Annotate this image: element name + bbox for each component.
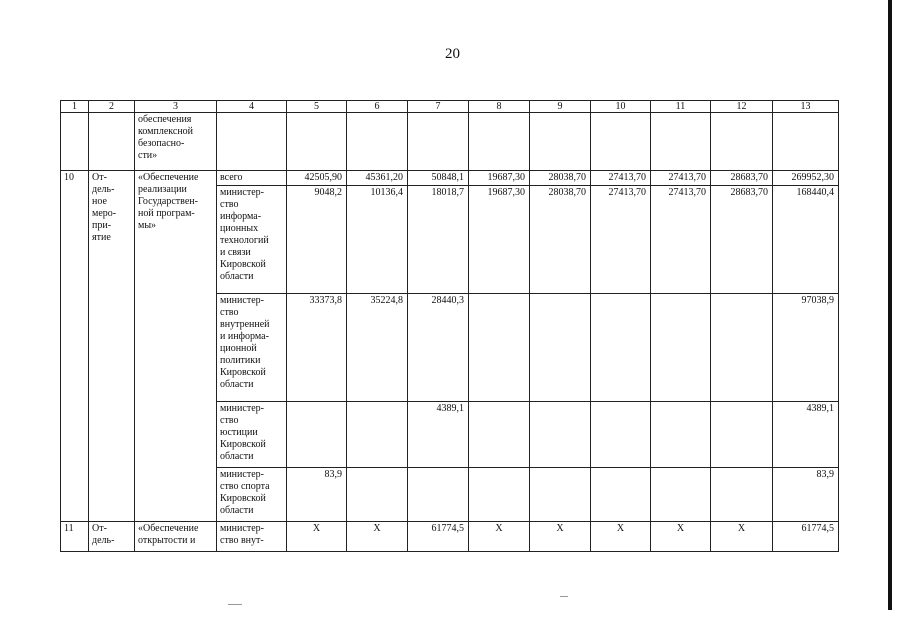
amount-cell — [591, 294, 651, 402]
amount-cell — [711, 468, 773, 522]
amount-cell — [469, 294, 530, 402]
amount-cell: 4389,1 — [773, 402, 839, 468]
continuation-name: обеспечения комплексной безопасно- сти» — [138, 114, 194, 161]
amount-cell — [651, 294, 711, 402]
amount-cell: 4389,1 — [408, 402, 469, 468]
amount-cell: 28038,70 — [530, 171, 591, 186]
amount-cell: 18018,7 — [408, 186, 469, 294]
amount-cell — [711, 294, 773, 402]
amount-cell — [530, 294, 591, 402]
amount-cell: X — [591, 522, 651, 552]
page-number: 20 — [445, 46, 460, 62]
column-number: 7 — [408, 101, 469, 113]
amount-cell: X — [711, 522, 773, 552]
amount-cell: 61774,5 — [773, 522, 839, 552]
amount-cell: 9048,2 — [287, 186, 347, 294]
amount-cell: 28440,3 — [408, 294, 469, 402]
scan-mark — [228, 604, 242, 605]
amount-cell: 27413,70 — [591, 186, 651, 294]
activity-type: От- дель- — [92, 523, 115, 546]
executor: министер- ство внутренней и информа- ционной политики Кировской области — [220, 295, 270, 390]
amount-cell: 269952,30 — [773, 171, 839, 186]
amount-cell — [591, 468, 651, 522]
table-row — [61, 171, 839, 186]
amount-cell — [530, 402, 591, 468]
amount-cell: 42505,90 — [287, 171, 347, 186]
amount-cell: 61774,5 — [408, 522, 469, 552]
column-number: 9 — [530, 101, 591, 113]
column-number: 13 — [773, 101, 839, 113]
amount-cell: X — [287, 522, 347, 552]
column-number: 4 — [217, 101, 287, 113]
amount-cell: 27413,70 — [591, 171, 651, 186]
amount-cell — [651, 468, 711, 522]
executor: министер- ство спорта Кировской области — [220, 469, 270, 516]
amount-cell — [347, 402, 408, 468]
executor: министер- ство внут- — [220, 523, 264, 546]
row-number: 11 — [64, 523, 74, 534]
column-number: 11 — [651, 101, 711, 113]
amount-cell: 27413,70 — [651, 171, 711, 186]
amount-cell: 50848,1 — [408, 171, 469, 186]
amount-cell: 168440,4 — [773, 186, 839, 294]
report-table — [60, 100, 839, 552]
amount-cell: 10136,4 — [347, 186, 408, 294]
amount-cell — [469, 402, 530, 468]
amount-cell: 27413,70 — [651, 186, 711, 294]
activity-name: «Обеспечение открытости и — [138, 523, 199, 546]
amount-cell: 19687,30 — [469, 186, 530, 294]
activity-type: От- дель- ное меро- при- ятие — [92, 172, 117, 243]
amount-cell — [408, 468, 469, 522]
table-row — [61, 522, 839, 552]
column-number: 2 — [89, 101, 135, 113]
amount-cell: 83,9 — [773, 468, 839, 522]
amount-cell — [711, 402, 773, 468]
scan-edge-rule — [888, 0, 892, 610]
executor: министер- ство информа- ционных технологий и связи Кировской области — [220, 187, 269, 282]
amount-cell: 28683,70 — [711, 171, 773, 186]
column-number: 3 — [135, 101, 217, 113]
executor: всего — [220, 172, 243, 183]
scan-mark — [560, 596, 568, 597]
activity-name: «Обеспечение реализации Государствен- ной програм- мы» — [138, 172, 199, 231]
column-number-row — [61, 101, 839, 113]
amount-cell: 45361,20 — [347, 171, 408, 186]
amount-cell — [347, 468, 408, 522]
amount-cell: X — [651, 522, 711, 552]
row-number: 10 — [64, 172, 74, 183]
column-number: 8 — [469, 101, 530, 113]
executor: министер- ство юстиции Кировской области — [220, 403, 266, 462]
amount-cell: 33373,8 — [287, 294, 347, 402]
amount-cell — [469, 468, 530, 522]
amount-cell: 97038,9 — [773, 294, 839, 402]
column-number: 5 — [287, 101, 347, 113]
amount-cell: X — [469, 522, 530, 552]
amount-cell: 28683,70 — [711, 186, 773, 294]
column-number: 6 — [347, 101, 408, 113]
amount-cell: X — [347, 522, 408, 552]
amount-cell: 35224,8 — [347, 294, 408, 402]
amount-cell — [287, 402, 347, 468]
column-number: 10 — [591, 101, 651, 113]
amount-cell: X — [530, 522, 591, 552]
amount-cell: 83,9 — [287, 468, 347, 522]
amount-cell: 19687,30 — [469, 171, 530, 186]
amount-cell: 28038,70 — [530, 186, 591, 294]
amount-cell — [530, 468, 591, 522]
column-number: 12 — [711, 101, 773, 113]
amount-cell — [591, 402, 651, 468]
continuation-row — [61, 113, 839, 171]
column-number: 1 — [61, 101, 89, 113]
amount-cell — [651, 402, 711, 468]
